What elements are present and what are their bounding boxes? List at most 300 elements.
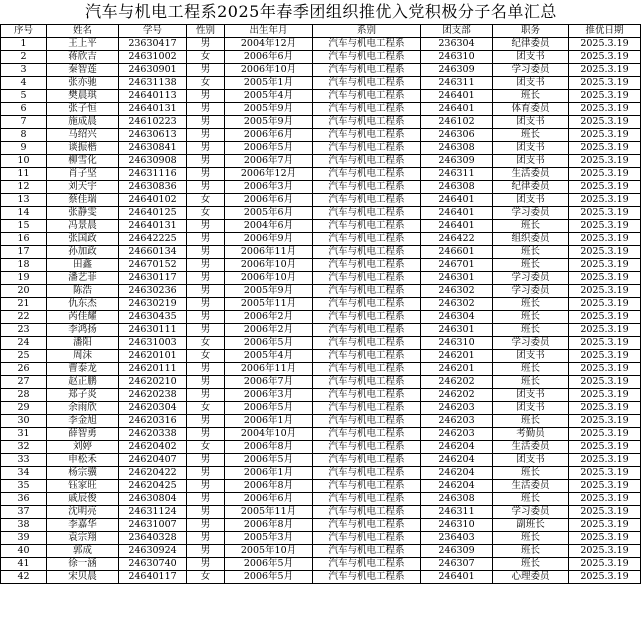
cell-gender: 男 [187,155,225,168]
cell-gender: 男 [187,129,225,142]
table-row [1,90,641,103]
cell-position: 班长 [493,324,569,337]
cell-name: 李鸿扬 [47,324,119,337]
cell-birth: 2005年6月 [225,207,313,220]
table-row [1,77,641,90]
cell-name: 张静雯 [47,207,119,220]
cell-position: 学习委员 [493,64,569,77]
cell-gender: 男 [187,64,225,77]
cell-branch: 246309 [421,64,493,77]
cell-branch: 246203 [421,428,493,441]
document-title: 汽车与机电工程系2025年春季团组织推优入党积极分子名单汇总 [85,2,557,21]
cell-name: 郑子炎 [47,389,119,402]
cell-gender: 男 [187,389,225,402]
cell-seq: 15 [1,220,47,233]
cell-position: 学习委员 [493,272,569,285]
cell-department: 汽车与机电工程系 [313,311,421,324]
cell-name: 张亦驰 [47,77,119,90]
cell-department: 汽车与机电工程系 [313,272,421,285]
cell-gender: 男 [187,246,225,259]
table-row [1,311,641,324]
cell-branch: 246401 [421,103,493,116]
cell-seq: 38 [1,519,47,532]
cell-birth: 2006年8月 [225,480,313,493]
cell-birth: 2006年3月 [225,181,313,194]
cell-position: 学习委员 [493,285,569,298]
cell-student-id: 24620304 [119,402,187,415]
cell-branch: 246202 [421,389,493,402]
cell-student-id: 24660134 [119,246,187,259]
cell-seq: 28 [1,389,47,402]
header-col-gender: 性别 [187,25,225,38]
cell-birth: 2006年11月 [225,363,313,376]
cell-student-id: 24631007 [119,519,187,532]
cell-name: 余雨欣 [47,402,119,415]
cell-gender: 男 [187,454,225,467]
cell-student-id: 24630111 [119,324,187,337]
cell-department: 汽车与机电工程系 [313,103,421,116]
cell-student-id: 24630613 [119,129,187,142]
cell-name: 戚辰俊 [47,493,119,506]
cell-seq: 2 [1,51,47,64]
cell-birth: 2006年12月 [225,168,313,181]
cell-position: 组织委员 [493,233,569,246]
table-row [1,207,641,220]
table-row [1,337,641,350]
cell-position: 团支书 [493,155,569,168]
table-row [1,428,641,441]
cell-date: 2025.3.19 [569,38,641,51]
cell-birth: 2005年10月 [225,545,313,558]
cell-name: 芮佳耀 [47,311,119,324]
cell-department: 汽车与机电工程系 [313,64,421,77]
cell-department: 汽车与机电工程系 [313,233,421,246]
cell-date: 2025.3.19 [569,246,641,259]
cell-birth: 2004年6月 [225,220,313,233]
cell-birth: 2005年1月 [225,77,313,90]
cell-student-id: 24630841 [119,142,187,155]
cell-student-id: 24631124 [119,506,187,519]
cell-student-id: 24631116 [119,168,187,181]
cell-seq: 35 [1,480,47,493]
cell-birth: 2006年5月 [225,142,313,155]
cell-seq: 1 [1,38,47,51]
cell-seq: 41 [1,558,47,571]
cell-birth: 2006年1月 [225,415,313,428]
cell-date: 2025.3.19 [569,493,641,506]
cell-branch: 246311 [421,77,493,90]
cell-gender: 女 [187,571,225,584]
cell-seq: 39 [1,532,47,545]
header-col-position: 职务 [493,25,569,38]
cell-branch: 246304 [421,311,493,324]
cell-date: 2025.3.19 [569,558,641,571]
cell-birth: 2006年10月 [225,64,313,77]
table-row [1,545,641,558]
cell-position: 班长 [493,298,569,311]
cell-position: 副班长 [493,519,569,532]
cell-department: 汽车与机电工程系 [313,415,421,428]
cell-seq: 14 [1,207,47,220]
cell-department: 汽车与机电工程系 [313,350,421,363]
cell-position: 班长 [493,532,569,545]
cell-position: 班长 [493,376,569,389]
cell-date: 2025.3.19 [569,389,641,402]
cell-birth: 2006年6月 [225,493,313,506]
roster-table [0,24,641,584]
cell-branch: 246307 [421,558,493,571]
cell-date: 2025.3.19 [569,194,641,207]
cell-seq: 26 [1,363,47,376]
cell-birth: 2006年2月 [225,324,313,337]
cell-branch: 246202 [421,376,493,389]
cell-gender: 男 [187,116,225,129]
cell-seq: 5 [1,90,47,103]
table-row [1,324,641,337]
cell-branch: 246203 [421,415,493,428]
cell-student-id: 24620101 [119,350,187,363]
cell-gender: 男 [187,181,225,194]
cell-name: 刘天宇 [47,181,119,194]
cell-gender: 男 [187,90,225,103]
cell-department: 汽车与机电工程系 [313,129,421,142]
header-col-department: 系别 [313,25,421,38]
cell-branch: 246310 [421,51,493,64]
table-row [1,519,641,532]
cell-branch: 246401 [421,207,493,220]
cell-gender: 男 [187,506,225,519]
cell-student-id: 24640102 [119,194,187,207]
cell-name: 张国政 [47,233,119,246]
cell-seq: 31 [1,428,47,441]
cell-position: 团支书 [493,194,569,207]
table-row [1,51,641,64]
cell-position: 班长 [493,415,569,428]
cell-birth: 2006年10月 [225,259,313,272]
cell-department: 汽车与机电工程系 [313,480,421,493]
cell-position: 团支书 [493,77,569,90]
cell-student-id: 24670152 [119,259,187,272]
cell-position: 班长 [493,220,569,233]
cell-department: 汽车与机电工程系 [313,246,421,259]
cell-student-id: 24640131 [119,103,187,116]
table-body [1,38,641,584]
cell-student-id: 23630417 [119,38,187,51]
cell-gender: 男 [187,142,225,155]
cell-department: 汽车与机电工程系 [313,389,421,402]
cell-date: 2025.3.19 [569,402,641,415]
cell-student-id: 24620422 [119,467,187,480]
table-row [1,389,641,402]
cell-birth: 2006年6月 [225,51,313,64]
cell-birth: 2006年1月 [225,467,313,480]
cell-position: 学习委员 [493,337,569,350]
cell-date: 2025.3.19 [569,259,641,272]
cell-name: 樊晨琪 [47,90,119,103]
cell-department: 汽车与机电工程系 [313,181,421,194]
cell-date: 2025.3.19 [569,441,641,454]
cell-birth: 2006年8月 [225,519,313,532]
table-row [1,532,641,545]
cell-gender: 男 [187,493,225,506]
cell-student-id: 24630908 [119,155,187,168]
cell-branch: 246308 [421,181,493,194]
cell-date: 2025.3.19 [569,90,641,103]
cell-seq: 3 [1,64,47,77]
cell-birth: 2005年11月 [225,298,313,311]
cell-gender: 女 [187,51,225,64]
cell-gender: 女 [187,77,225,90]
cell-birth: 2005年4月 [225,350,313,363]
cell-department: 汽车与机电工程系 [313,402,421,415]
cell-gender: 女 [187,441,225,454]
cell-gender: 男 [187,38,225,51]
table-row [1,129,641,142]
cell-department: 汽车与机电工程系 [313,363,421,376]
cell-gender: 女 [187,207,225,220]
cell-name: 秦智莲 [47,64,119,77]
cell-seq: 27 [1,376,47,389]
table-row [1,220,641,233]
cell-department: 汽车与机电工程系 [313,324,421,337]
cell-date: 2025.3.19 [569,467,641,480]
table-row [1,168,641,181]
cell-branch: 246201 [421,350,493,363]
cell-department: 汽车与机电工程系 [313,194,421,207]
table-row [1,558,641,571]
cell-birth: 2006年5月 [225,402,313,415]
cell-birth: 2005年4月 [225,90,313,103]
cell-department: 汽车与机电工程系 [313,571,421,584]
cell-name: 谈振楷 [47,142,119,155]
cell-gender: 男 [187,311,225,324]
cell-seq: 19 [1,272,47,285]
cell-name: 曹泰龙 [47,363,119,376]
cell-birth: 2004年12月 [225,38,313,51]
cell-position: 心理委员 [493,571,569,584]
cell-name: 孙加政 [47,246,119,259]
cell-branch: 246204 [421,441,493,454]
cell-student-id: 24631002 [119,51,187,64]
cell-position: 团支书 [493,454,569,467]
cell-seq: 6 [1,103,47,116]
cell-seq: 30 [1,415,47,428]
cell-gender: 男 [187,324,225,337]
cell-department: 汽车与机电工程系 [313,428,421,441]
cell-birth: 2006年5月 [225,571,313,584]
cell-seq: 11 [1,168,47,181]
cell-department: 汽车与机电工程系 [313,155,421,168]
cell-branch: 246306 [421,129,493,142]
cell-branch: 246422 [421,233,493,246]
cell-department: 汽车与机电工程系 [313,519,421,532]
cell-name: 肖子坚 [47,168,119,181]
cell-birth: 2006年11月 [225,246,313,259]
cell-gender: 男 [187,519,225,532]
cell-student-id: 24630901 [119,64,187,77]
cell-branch: 246302 [421,285,493,298]
cell-seq: 18 [1,259,47,272]
cell-date: 2025.3.19 [569,103,641,116]
cell-birth: 2005年9月 [225,285,313,298]
table-header-row [1,25,641,38]
cell-name: 李嘉华 [47,519,119,532]
cell-date: 2025.3.19 [569,285,641,298]
cell-department: 汽车与机电工程系 [313,376,421,389]
cell-date: 2025.3.19 [569,155,641,168]
table-row [1,194,641,207]
cell-position: 学习委员 [493,506,569,519]
cell-position: 团支书 [493,116,569,129]
cell-position: 纪律委员 [493,181,569,194]
cell-date: 2025.3.19 [569,311,641,324]
cell-date: 2025.3.19 [569,116,641,129]
cell-student-id: 24620402 [119,441,187,454]
cell-birth: 2005年3月 [225,532,313,545]
cell-branch: 246311 [421,506,493,519]
cell-student-id: 23640328 [119,532,187,545]
cell-position: 班长 [493,246,569,259]
cell-department: 汽车与机电工程系 [313,38,421,51]
cell-date: 2025.3.19 [569,207,641,220]
cell-branch: 246401 [421,194,493,207]
cell-department: 汽车与机电工程系 [313,298,421,311]
cell-name: 郭成 [47,545,119,558]
cell-department: 汽车与机电工程系 [313,142,421,155]
cell-name: 施成晨 [47,116,119,129]
cell-seq: 4 [1,77,47,90]
cell-branch: 246601 [421,246,493,259]
cell-birth: 2006年5月 [225,454,313,467]
cell-date: 2025.3.19 [569,272,641,285]
cell-date: 2025.3.19 [569,519,641,532]
cell-name: 蒋欣吉 [47,51,119,64]
cell-department: 汽车与机电工程系 [313,506,421,519]
cell-birth: 2006年5月 [225,337,313,350]
cell-name: 袁宗翔 [47,532,119,545]
table-row [1,376,641,389]
table-row [1,155,641,168]
cell-gender: 男 [187,298,225,311]
table-row [1,285,641,298]
cell-student-id: 24640131 [119,220,187,233]
cell-student-id: 24631003 [119,337,187,350]
cell-department: 汽车与机电工程系 [313,337,421,350]
cell-gender: 男 [187,428,225,441]
cell-gender: 男 [187,272,225,285]
cell-name: 沈明亮 [47,506,119,519]
cell-position: 团支书 [493,350,569,363]
cell-seq: 20 [1,285,47,298]
cell-student-id: 24630836 [119,181,187,194]
cell-department: 汽车与机电工程系 [313,207,421,220]
cell-date: 2025.3.19 [569,51,641,64]
cell-date: 2025.3.19 [569,506,641,519]
cell-name: 钰家旺 [47,480,119,493]
cell-name: 周沫 [47,350,119,363]
cell-department: 汽车与机电工程系 [313,454,421,467]
cell-seq: 25 [1,350,47,363]
cell-seq: 29 [1,402,47,415]
cell-student-id: 24610223 [119,116,187,129]
header-col-seq: 序号 [1,25,47,38]
cell-date: 2025.3.19 [569,415,641,428]
cell-position: 班长 [493,311,569,324]
cell-department: 汽车与机电工程系 [313,220,421,233]
cell-branch: 246309 [421,545,493,558]
cell-student-id: 24620238 [119,389,187,402]
cell-seq: 36 [1,493,47,506]
cell-date: 2025.3.19 [569,142,641,155]
cell-date: 2025.3.19 [569,428,641,441]
table-row [1,493,641,506]
cell-gender: 女 [187,402,225,415]
cell-position: 团支书 [493,389,569,402]
cell-department: 汽车与机电工程系 [313,532,421,545]
cell-gender: 男 [187,467,225,480]
cell-student-id: 24640125 [119,207,187,220]
table-row [1,142,641,155]
cell-birth: 2006年7月 [225,376,313,389]
table-row [1,298,641,311]
cell-student-id: 24640113 [119,90,187,103]
cell-student-id: 24620316 [119,415,187,428]
cell-student-id: 24630740 [119,558,187,571]
cell-department: 汽车与机电工程系 [313,168,421,181]
cell-position: 班长 [493,90,569,103]
cell-seq: 7 [1,116,47,129]
cell-seq: 32 [1,441,47,454]
cell-name: 赵正鹏 [47,376,119,389]
cell-student-id: 24640117 [119,571,187,584]
cell-student-id: 24630219 [119,298,187,311]
cell-seq: 8 [1,129,47,142]
cell-name: 潘阳 [47,337,119,350]
cell-branch: 236304 [421,38,493,51]
cell-name: 申松禾 [47,454,119,467]
table-row [1,506,641,519]
cell-gender: 女 [187,337,225,350]
cell-student-id: 24620111 [119,363,187,376]
cell-branch: 246203 [421,402,493,415]
cell-department: 汽车与机电工程系 [313,90,421,103]
table-row [1,64,641,77]
header-col-student-id: 学号 [119,25,187,38]
cell-position: 班长 [493,129,569,142]
cell-branch: 246308 [421,142,493,155]
cell-date: 2025.3.19 [569,168,641,181]
table-row [1,480,641,493]
cell-student-id: 24630804 [119,493,187,506]
cell-department: 汽车与机电工程系 [313,77,421,90]
cell-branch: 246204 [421,480,493,493]
cell-seq: 22 [1,311,47,324]
cell-name: 陈浩 [47,285,119,298]
cell-name: 仇东杰 [47,298,119,311]
cell-position: 班长 [493,558,569,571]
cell-position: 学习委员 [493,207,569,220]
cell-department: 汽车与机电工程系 [313,467,421,480]
cell-birth: 2006年6月 [225,129,313,142]
cell-seq: 13 [1,194,47,207]
cell-date: 2025.3.19 [569,181,641,194]
cell-position: 体育委员 [493,103,569,116]
cell-position: 生活委员 [493,441,569,454]
cell-branch: 246401 [421,220,493,233]
cell-name: 柳雪化 [47,155,119,168]
cell-gender: 男 [187,480,225,493]
cell-seq: 23 [1,324,47,337]
